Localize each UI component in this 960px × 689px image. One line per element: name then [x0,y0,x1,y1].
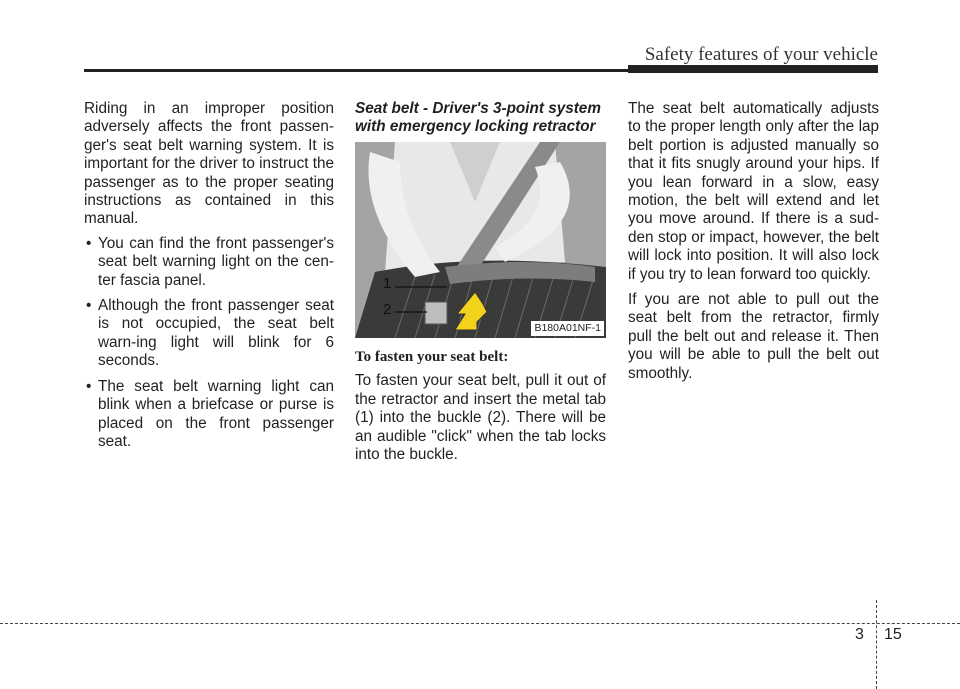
page-number: 15 [884,626,902,643]
adjust-paragraph: The seat belt automatically adjusts to the proper length only after the lap belt portion is adjusted manually so that it fits snugly around your hips. If you lean forward in a slow, easy motion, the belt will extend and let you move around. If there is a sud-den stop or impact, however, the belt will lock into position. It will also lock if you try to lean forward too quickly. [628,100,879,283]
column-3 [628,100,879,390]
bullet-item: • Although the front passenger seat is not occupied, the seat belt warn-ing light will blink for 6 seconds. [84,297,334,371]
seat-belt-illustration [355,142,606,338]
header-title: Safety features of your vehicle [644,44,878,65]
column-1 [84,100,334,458]
chapter-number: 3 [855,626,864,643]
figure-label-buckle: 2 [383,301,392,318]
intro-paragraph: Riding in an improper position adversely affects the front passen-ger's seat belt warning system. It is important for the driver to instruct the passenger as to the proper seating instructions as contained in this manual. [84,100,334,228]
figure-label-tab: 1 [383,275,392,292]
seat-belt-figure [355,142,606,338]
bullet-item: • The seat belt warning light can blink when a briefcase or purse is placed on the front passenger seat. [84,378,334,452]
bullet-list [84,235,334,451]
release-paragraph: If you are not able to pull out the seat belt from the retractor, firmly pull the belt out and release it. Then you will be able to pull the belt out smoothly. [628,291,879,382]
footer-rule [0,623,960,624]
bullet-item: • You can find the front passenger's seat belt warning light on the cen-ter fascia panel. [84,235,334,290]
column-2 [355,100,606,464]
section-heading: Seat belt - Driver's 3-point system with emergency locking retractor [355,100,601,135]
header-rule-accent [628,65,878,73]
subheading: To fasten your seat belt: [355,349,509,365]
figure-code: B180A01NF-1 [531,321,604,336]
fasten-paragraph: To fasten your seat belt, pull it out of the retractor and insert the metal tab (1) into the buckle (2). There will be an audible "click" when the tab locks into the buckle. [355,372,606,464]
footer-divider [876,600,877,689]
